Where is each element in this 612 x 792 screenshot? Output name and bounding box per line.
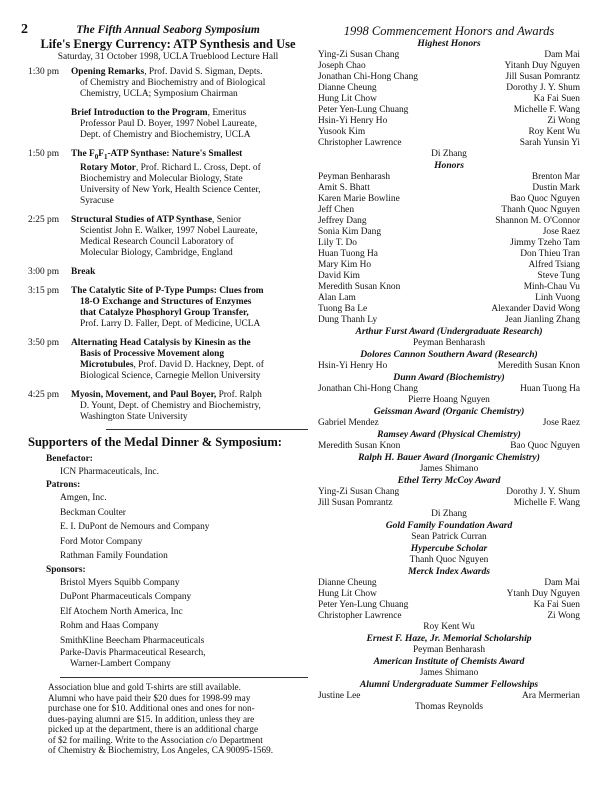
highest-honors-list — [318, 50, 580, 149]
program-text: Washington State University — [80, 411, 188, 422]
supporter-name: ICN Pharmaceuticals, Inc. — [60, 466, 159, 477]
award-category: Alumni Undergraduate Summer Fellowships — [359, 679, 539, 690]
symposium-date: Saturday, 31 October 1998, UCLA Trueblood Lecture Hall — [57, 52, 279, 62]
program-time: 1:30 pm — [28, 67, 59, 77]
program-heading: that Catalyze Phosphoryl Group Transfer, — [80, 307, 249, 318]
program-text: Biochemistry and Molecular Biology, State — [80, 173, 243, 184]
program-heading: Alternating Head Catalysis by Kinesin as the — [71, 337, 251, 348]
program-item — [28, 215, 308, 259]
award-recipient-pair: Christopher Lawrence Zi Wong — [318, 611, 580, 621]
page-number: 2 — [21, 22, 28, 37]
award-recipient: Peyman Benharash — [412, 338, 486, 348]
award-recipient-pair: Dung Thanh Ly Jean Jianling Zhang — [318, 315, 580, 325]
award-recipient-pair: Jeff Chen Thanh Quoc Nguyen — [318, 205, 580, 215]
program-text: , Senior — [212, 214, 242, 225]
award-recipient: Di Zhang — [431, 509, 467, 519]
program-heading: The $F_0F_1$-ATP Synthase: Nature's Smallest — [71, 149, 243, 161]
program-text: University of New York, Health Science Center, — [80, 184, 261, 195]
symposium-column — [28, 24, 308, 756]
program-text: Professor Paul D. Boyer, 1997 Nobel Laureate, — [80, 119, 257, 129]
award-category: Dunn Award (Biochemistry) — [393, 372, 505, 383]
supporter-name: Parke-Davis Pharmaceutical Research, Warner-Lambert Company — [60, 648, 206, 669]
sponsors-label: Sponsors: — [46, 564, 86, 575]
program-time: 1:50 pm — [28, 149, 59, 159]
award-category: American Institute of Chemists Award — [373, 656, 525, 667]
award-category: Dolores Cannon Southern Award (Research) — [360, 349, 538, 360]
award-recipient: Roy Kent Wu — [423, 622, 475, 632]
program-text: Molecular Biology, Cambridge, England — [80, 247, 233, 258]
program-time: 3:00 pm — [28, 266, 59, 277]
program-time: 3:50 pm — [28, 337, 59, 348]
award-category: Ralph H. Bauer Award (Inorganic Chemistry) — [358, 452, 540, 463]
program-heading: 18-O Exchange and Structures of Enzymes — [80, 296, 252, 307]
award-recipient: Sean Patrick Curran — [411, 532, 487, 542]
award-recipient-pair: Sonia Kim Dang Jose Raez — [318, 227, 580, 237]
program-heading: Rotary Motor — [80, 162, 136, 173]
award-recipient-pair: Hsin-Yi Henry Ho Zi Wong — [318, 116, 580, 126]
supporter-name: Beckman Coulter — [60, 507, 126, 518]
program-text: Scientist John E. Walker, 1997 Nobel Laureate, — [80, 225, 258, 236]
award-recipient-pair: Ying-Zi Susan Chang Dam Mai — [318, 50, 580, 60]
program-heading: Myosin, Movement, and Paul Boyer, — [71, 389, 217, 400]
supporter-name: Rathman Family Foundation — [60, 551, 168, 562]
program-heading: Basis of Processive Movement along — [80, 348, 225, 359]
program-text: Medical Research Council Laboratory of — [80, 236, 234, 247]
award-category: Honors — [434, 160, 464, 171]
program-text: Prof. Larry D. Faller, Dept. of Medicine, UCLA — [80, 318, 261, 329]
award-recipient: Thomas Reynolds — [415, 702, 483, 712]
supporters-title: Supporters of the Medal Dinner & Symposium: — [28, 434, 282, 449]
award-category: Ramsey Award (Physical Chemistry) — [377, 429, 521, 440]
supporter-name: Bristol Myers Squibb Company — [60, 577, 180, 588]
award-recipient-pair: Ying-Zi Susan Chang Dorothy J. Y. Shum — [318, 487, 580, 497]
supporter-name: Amgen, Inc. — [60, 493, 107, 504]
award-recipient-pair: Christopher Lawrence Sarah Yunsin Yi — [318, 138, 580, 148]
program-time: 3:15 pm — [28, 285, 59, 296]
award-recipient-pair: Yusook Kim Roy Kent Wu — [318, 127, 580, 137]
award-recipient-pair: Alan Lam Linh Vuong — [318, 293, 580, 303]
program-text: Syracuse — [80, 195, 114, 206]
program-heading: Brief Introduction to the Program — [71, 108, 208, 118]
award-category: Highest Honors — [417, 38, 481, 49]
program-text: Prof. Ralph — [216, 389, 262, 400]
award-recipient-pair: Jill Susan Pomrantz Michelle F. Wang — [318, 498, 580, 508]
program-item — [28, 390, 308, 423]
program-time: 4:25 pm — [28, 389, 59, 400]
program-item — [28, 67, 308, 100]
award-category: Merck Index Awards — [407, 566, 491, 577]
award-recipient-pair: Huan Tuong Ha Don Thieu Tran — [318, 249, 580, 259]
award-recipient: James Shimano — [419, 464, 479, 474]
program-heading: Microtubules — [80, 359, 134, 370]
supporter-name: DuPont Pharmaceuticals Company — [60, 592, 192, 603]
award-recipient-pair: Justine Lee Ara Mermerian — [318, 691, 580, 701]
award-category: Geissman Award (Organic Chemistry) — [373, 406, 525, 417]
award-recipient-pair: Hung Lit Chow Ka Fai Suen — [318, 94, 580, 104]
award-recipient-pair: Gabriel Mendez Jose Raez — [318, 418, 580, 428]
awards-title: 1998 Commencement Honors and Awards — [343, 24, 555, 38]
program-text: Biological Science, Carnegie Mellon University — [80, 370, 261, 381]
award-recipient: James Shimano — [419, 668, 479, 678]
award-recipient-pair: Peter Yen-Lung Chuang Michelle F. Wang — [318, 105, 580, 115]
award-recipient-pair: Jonathan Chi-Hong Chang Huan Tuong Ha — [318, 384, 580, 394]
divider — [60, 677, 308, 678]
benefactor-label: Benefactor: — [46, 453, 93, 464]
program-text: D. Yount, Dept. of Chemistry and Biochemistry, — [80, 400, 261, 411]
program-item — [28, 267, 308, 278]
award-recipient-pair: Tuong Ba Le Alexander David Wong — [318, 304, 580, 314]
award-recipient-pair: Joseph Chao Yitanh Duy Nguyen — [318, 61, 580, 71]
award-recipient-pair: Meredith Susan Knon Minh-Chau Vu — [318, 282, 580, 292]
supporter-name: Elf Atochem North America, Inc — [60, 606, 183, 617]
supporter-name: Ford Motor Company — [60, 536, 143, 547]
award-category: Gold Family Foundation Award — [385, 520, 513, 531]
program-text: , Prof. Richard L. Cross, Dept. of — [135, 162, 261, 173]
award-recipient: Di Zhang — [431, 149, 467, 159]
program-heading: Structural Studies of ATP Synthase — [71, 214, 212, 225]
tshirt-note: Association blue and gold T-shirts are still available. Alumni who have paid their $20 dues for 1998-99 may purchase one for $10. Additional ones and ones for non- dues-paying alumni are $15. In addition, unless they are picked up at the department, there is an additional charge of $2 for mailing. Write to the Association c/o Department of Chemistry & Biochemistry, Los Angeles, CA 90095-1569. — [48, 682, 273, 756]
program-time: 2:25 pm — [28, 214, 59, 225]
symposium-title: The Fifth Annual Seaborg Symposium — [76, 24, 260, 36]
program-text: Dept. of Chemistry and Biochemistry, UCLA — [80, 130, 251, 140]
award-recipient-pair: Hung Lit Chow Ytanh Duy Nguyen — [318, 589, 580, 599]
program-text: of Chemistry and Biochemistry and of Biological — [80, 78, 266, 88]
divider — [106, 429, 308, 430]
award-recipient-pair: David Kim Steve Tung — [318, 271, 580, 281]
award-recipient-pair: Peter Yen-Lung Chuang Ka Fai Suen — [318, 600, 580, 610]
award-recipient-pair: Karen Marie Bowline Bao Quoc Nguyen — [318, 194, 580, 204]
merck-list — [318, 578, 580, 622]
award-recipient-pair: Dianne Cheung Dam Mai — [318, 578, 580, 588]
award-recipient: Peyman Benharash — [412, 645, 486, 655]
award-category: Ernest F. Haze, Jr. Memorial Scholarship — [366, 633, 532, 644]
award-recipient-pair: Amit S. Bhatt Dustin Mark — [318, 183, 580, 193]
award-category: Ethel Terry McCoy Award — [397, 475, 501, 486]
program-heading: The Catalytic Site of P-Type Pumps: Clues from — [71, 285, 264, 296]
award-recipient-pair: Lily T. Do Jimmy Tzeho Tam — [318, 238, 580, 248]
award-recipient-pair: Meredith Susan Knon Bao Quoc Nguyen — [318, 441, 580, 451]
supporter-name: SmithKline Beecham Pharmaceuticals — [60, 635, 205, 646]
program-heading: Opening Remarks — [71, 67, 145, 77]
program-item — [28, 338, 308, 382]
symposium-subtitle: Life's Energy Currency: ATP Synthesis and Use — [40, 37, 296, 51]
award-recipient-pair: Peyman Benharash Brenton Mar — [318, 172, 580, 182]
award-recipient-pair: Jonathan Chi-Hong Chang Jill Susan Pomrantz — [318, 72, 580, 82]
award-recipient: Pierre Hoang Nguyen — [408, 395, 490, 405]
honors-list — [318, 172, 580, 326]
program-text: , Prof. David S. Sigman, Depts. — [144, 67, 263, 77]
award-recipient-pair: Mary Kim Ho Alfred Tsiang — [318, 260, 580, 270]
award-category: Arthur Furst Award (Undergraduate Research) — [355, 326, 543, 337]
award-category: Hypercube Scholar — [410, 543, 488, 554]
program-text: , Emeritus — [207, 108, 247, 118]
supporter-name: E. I. DuPont de Nemours and Company — [60, 522, 210, 533]
program-item — [28, 149, 308, 207]
program-text: Chemistry, UCLA; Symposium Chairman — [80, 89, 238, 99]
program-heading: Break — [71, 266, 96, 277]
patrons-label: Patrons: — [46, 480, 81, 491]
award-recipient-pair: Jeffrey Dang Shannon M. O'Connor — [318, 216, 580, 226]
award-recipient: Thanh Quoc Nguyen — [409, 555, 489, 565]
supporter-name: Rohm and Haas Company — [60, 621, 159, 632]
program-item — [28, 286, 308, 330]
awards-column — [318, 24, 580, 713]
award-recipient-pair: Dianne Cheung Dorothy J. Y. Shum — [318, 83, 580, 93]
program-item — [28, 108, 308, 141]
award-recipient-pair: Hsin-Yi Henry Ho Meredith Susan Knon — [318, 361, 580, 371]
program-text: , Prof. David D. Hackney, Dept. of — [133, 359, 264, 370]
